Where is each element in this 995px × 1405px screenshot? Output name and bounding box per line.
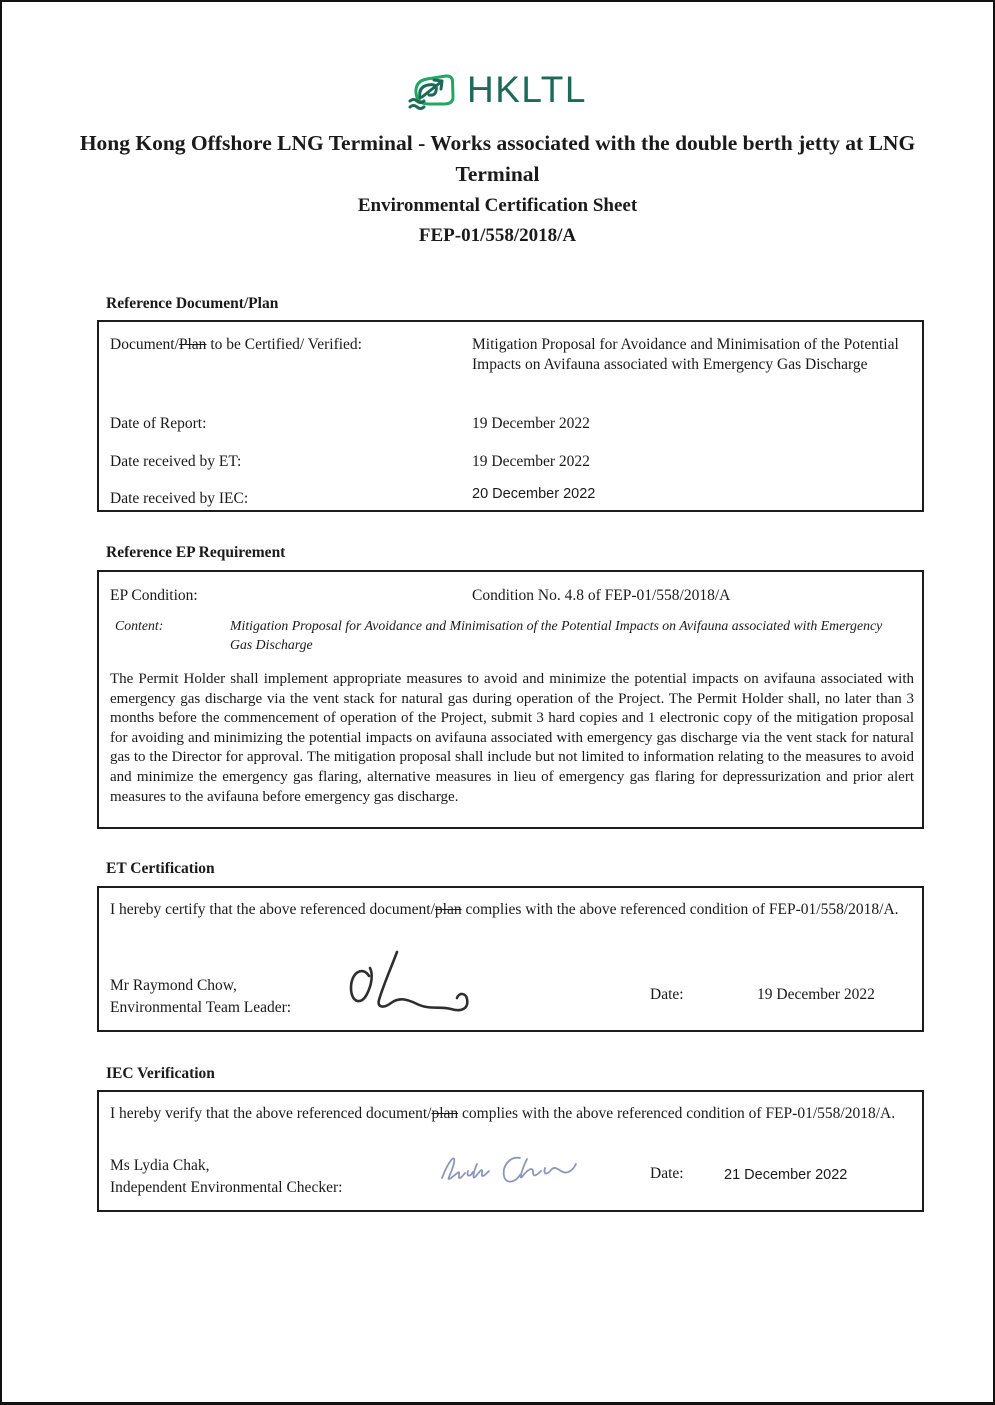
document-label: Document/Plan to be Certified/ Verified: [110,336,362,353]
et-signatory-title: Environmental Team Leader: [110,999,292,1016]
page-title: Hong Kong Offshore LNG Terminal - Works associated with the double berth jetty at LNG Terminal [79,131,916,186]
ep-condition-label: EP Condition: [110,587,198,604]
iec-signatory-name: Ms Lydia Chak, [110,1157,210,1174]
iec-verification-statement: I hereby verify that the above referenced document/plan complies with the above referenced condition of FEP-01/558/2018/A. [110,1105,896,1122]
date-received-iec-label: Date received by IEC: [110,490,249,507]
date-of-report-value: 19 December 2022 [472,415,590,432]
struck-word-plan: Plan [178,336,207,353]
date-of-report-label: Date of Report: [110,415,207,432]
ep-requirement-table [97,570,924,829]
date-received-et-label: Date received by ET: [110,453,242,470]
iec-date-label: Date: [650,1165,684,1182]
logo-wordmark: HKLTL [467,69,587,110]
et-date-label: Date: [650,986,684,1003]
iec-date-value: 21 December 2022 [724,1167,848,1183]
section-heading-ep-requirement: Reference EP Requirement [106,544,286,561]
section-heading-iec-verification: IEC Verification [106,1065,215,1082]
date-received-iec-value: 20 December 2022 [472,486,596,502]
et-date-value: 19 December 2022 [757,986,875,1003]
document-value: Mitigation Proposal for Avoidance and Minimisation of the Potential Impacts on Avifauna associated with Emergency Gas Discharge [472,336,899,373]
ep-condition-value: Condition No. 4.8 of FEP-01/558/2018/A [472,587,731,604]
permit-number-title: FEP-01/558/2018/A [418,225,577,246]
content-label: Content: [115,618,164,633]
hkltl-logo [2,64,993,116]
iec-signatory-title: Independent Environmental Checker: [110,1179,343,1196]
page-subtitle: Environmental Certification Sheet [357,195,638,216]
date-received-et-value: 19 December 2022 [472,453,590,470]
section-heading-et-certification: ET Certification [106,860,215,877]
content-value: Mitigation Proposal for Avoidance and Minimisation of the Potential Impacts on Avifauna associated with Emergency Gas Discharge [230,618,883,652]
struck-word-plan: plan [434,901,462,918]
et-certification-statement: I hereby certify that the above referenced document/plan complies with the above referenced condition of FEP-01/558/2018/A. [110,901,899,918]
struck-word-plan: plan [431,1105,459,1122]
et-certification-box [97,886,924,1032]
ep-condition-body-text: The Permit Holder shall implement appropriate measures to avoid and minimize the potential impacts on avifauna associated with emergency gas discharge via the vent stack for natural gas during operation of the Project. The Permit Holder shall, no later than 3 months before the commencement of operation of the Project, submit 3 hard copies and 1 electronic copy of the mitigation proposal for avoiding and minimizing the potential impacts on avifauna associated with emergency gas discharge via the vent stack for natural gas to the Director for approval. The mitigation proposal shall include but not limited to information relating to the measures to avoid and minimize the emergency gas flaring, alternative measures in lieu of emergency gas flaring for depressurization and prior alert measures to the avifauna before emergency gas discharge. [110,671,914,805]
iec-checker-signature [434,1144,579,1196]
hkltl-leaf-arrow-logo [408,67,458,113]
iec-verification-box [97,1090,924,1212]
et-leader-signature [337,946,487,1024]
section-heading-reference-document: Reference Document/Plan [106,295,279,312]
et-signatory-name: Mr Raymond Chow, [110,977,237,994]
reference-document-table [97,320,924,512]
